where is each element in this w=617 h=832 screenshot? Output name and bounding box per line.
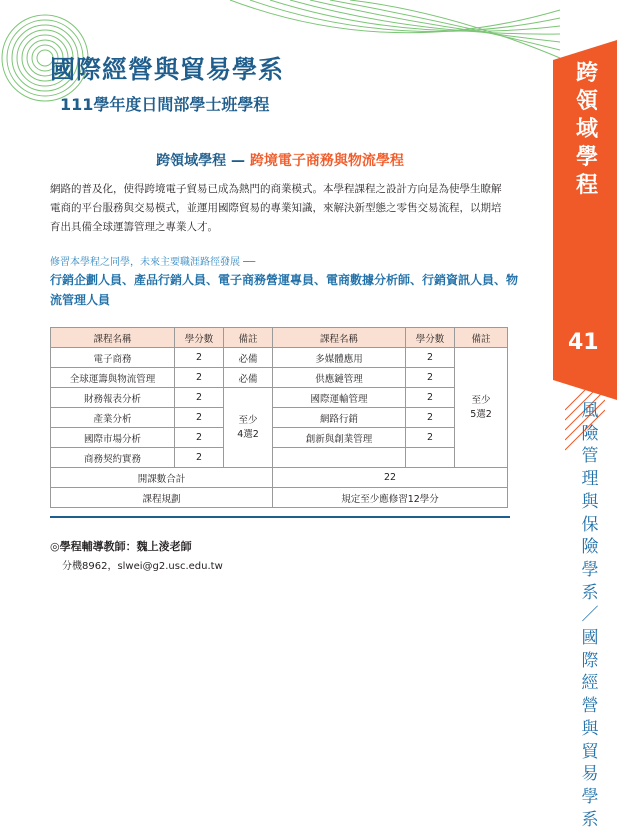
table-row (51, 448, 508, 468)
advisor-contact: 分機8962，slwei@g2.usc.edu.tw (62, 561, 223, 572)
course-name: 網路行銷 (273, 408, 406, 428)
total-value: 22 (273, 468, 508, 488)
course-credits: 2 (406, 388, 455, 408)
program-name: 跨境電子商務與物流學程 (249, 153, 404, 169)
course-credits: 2 (175, 448, 224, 468)
course-note: 必備 (224, 348, 273, 368)
section-divider (50, 516, 510, 518)
program-heading (0, 150, 560, 170)
course-credits: 2 (406, 428, 455, 448)
course-name: 多媒體應用 (273, 348, 406, 368)
right-group-note (455, 348, 508, 468)
left-group-note-line2: 4選2 (237, 428, 259, 440)
course-name: 電子商務 (51, 348, 175, 368)
course-name: 供應鏈管理 (273, 368, 406, 388)
career-list: 行銷企劃人員、產品行銷人員、電子商務營運專員、電商數據分析師、行銷資訊人員、物流管理人員 (50, 273, 519, 307)
course-credits: 2 (406, 348, 455, 368)
empty-cell (273, 448, 406, 468)
table-row (51, 368, 508, 388)
course-name: 國際市場分析 (51, 428, 175, 448)
course-name: 國際運輸管理 (273, 388, 406, 408)
header-credits-2: 學分數 (406, 328, 455, 348)
table-row (51, 348, 508, 368)
course-name: 創新與創業管理 (273, 428, 406, 448)
table-row (51, 408, 508, 428)
table-row (51, 428, 508, 448)
side-department: 風險管理與保險學系／國際經營與貿易學系 (581, 401, 599, 830)
table-row (51, 388, 508, 408)
course-name: 全球運籌與物流管理 (51, 368, 175, 388)
course-credits: 2 (175, 408, 224, 428)
course-credits: 2 (175, 368, 224, 388)
header-note-2: 備註 (455, 328, 508, 348)
advisor-label: ◎學程輔導教師：魏上淩老師 (50, 540, 192, 553)
course-table (50, 327, 508, 508)
plan-label: 課程規劃 (51, 488, 273, 508)
page-number: 41 (568, 330, 599, 355)
table-total-row (51, 468, 508, 488)
course-note: 必備 (224, 368, 273, 388)
table-header-row (51, 328, 508, 348)
program-category: 跨領域學程 (156, 153, 227, 169)
right-group-note-line1: 至少 (471, 394, 491, 406)
course-credits: 2 (175, 388, 224, 408)
page-subtitle: 111學年度日間部學士班學程 (60, 95, 270, 114)
right-group-note-line2: 5選2 (470, 408, 492, 420)
left-group-note-line1: 至少 (238, 414, 258, 426)
left-group-note (224, 388, 273, 468)
header-course: 課程名稱 (51, 328, 175, 348)
table-plan-row (51, 488, 508, 508)
course-name: 產業分析 (51, 408, 175, 428)
side-title: 跨領域學程 (575, 61, 598, 198)
plan-value: 規定至少應修習12學分 (273, 488, 508, 508)
total-label: 開課數合計 (51, 468, 273, 488)
header-credits: 學分數 (175, 328, 224, 348)
course-credits: 2 (406, 408, 455, 428)
course-name: 財務報表分析 (51, 388, 175, 408)
career-lead: 修習本學程之同學，未來主要職涯路徑發展 ── (50, 257, 256, 268)
header-note: 備註 (224, 328, 273, 348)
header-course-2: 課程名稱 (273, 328, 406, 348)
page-title: 國際經營與貿易學系 (50, 55, 285, 84)
empty-cell (406, 448, 455, 468)
program-dash: — (231, 153, 245, 169)
course-credits: 2 (175, 348, 224, 368)
course-name: 商務契約實務 (51, 448, 175, 468)
program-intro: 網路的普及化，使得跨境電子貿易已成為熱門的商業模式。本學程課程之設計方向是為使學生瞭解電商的平台服務與交易模式，並運用國際貿易的專業知識，來解決新型態之零售交易流程，以期培育出具備全球運籌管理之專業人才。 (50, 183, 502, 233)
course-credits: 2 (175, 428, 224, 448)
course-credits: 2 (406, 368, 455, 388)
